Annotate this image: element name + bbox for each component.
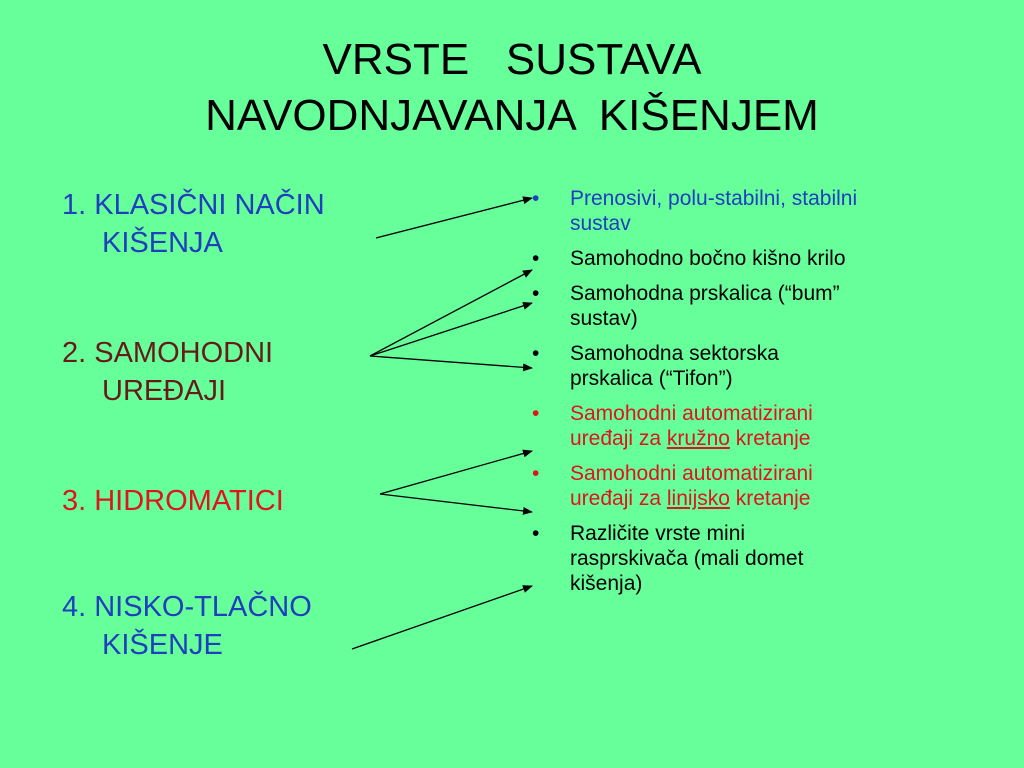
left-item-1-line-1: 1. KLASIČNI NAČIN — [62, 189, 325, 221]
left-item-1-line-2: KIŠENJA — [102, 227, 223, 259]
list-item-line: Prenosivi, polu-stabilni, stabilni — [570, 187, 858, 210]
bullet-icon: • — [532, 282, 540, 305]
bullet-icon: • — [532, 342, 540, 365]
left-item-3 — [62, 482, 422, 520]
list-item-line: Samohodna sektorska — [570, 342, 779, 365]
left-item-4 — [62, 588, 422, 664]
list-item — [532, 461, 1002, 511]
list-item-line: rasprskivača (mali domet — [570, 547, 804, 570]
list-item — [532, 281, 1002, 331]
left-item-2 — [62, 334, 422, 410]
underlined-word: kružno — [666, 427, 730, 450]
left-item-2-line-2: UREĐAJI — [102, 375, 227, 407]
list-item-line: Samohodni automatizirani — [570, 462, 813, 485]
list-item-line: sustav) — [570, 307, 638, 330]
list-item-text: kretanje — [729, 487, 811, 510]
list-item-line: kišenja) — [570, 572, 643, 595]
title-line-2: NAVODNJAVANJA KIŠENJEM — [205, 91, 819, 140]
list-item-line: Različite vrste mini — [570, 522, 746, 545]
left-item-3-line-1: 3. HIDROMATICI — [62, 485, 284, 517]
list-item — [532, 521, 1002, 596]
list-item-line — [570, 486, 1002, 511]
list-item-line: Samohodni automatizirani — [570, 402, 813, 425]
list-item-line: sustav — [570, 212, 631, 235]
list-item-text: kretanje — [729, 427, 811, 450]
list-item — [532, 186, 1002, 236]
list-item-line: prskalica (“Tifon”) — [570, 367, 733, 390]
list-item — [532, 246, 1002, 271]
left-item-4-line-2: KIŠENJE — [102, 629, 223, 661]
list-item-line: Samohodno bočno kišno krilo — [570, 247, 846, 270]
bullet-icon: • — [532, 522, 540, 545]
title-line-1: VRSTE SUSTAVA — [322, 35, 702, 84]
left-item-4-line-1: 4. NISKO-TLAČNO — [62, 591, 312, 623]
list-item — [532, 401, 1002, 451]
left-item-1 — [62, 186, 422, 262]
underlined-word: linijsko — [666, 487, 730, 510]
list-item-line — [570, 426, 1002, 451]
bullet-icon: • — [532, 402, 540, 425]
bullet-list — [532, 186, 1002, 606]
left-item-2-line-1: 2. SAMOHODNI — [62, 337, 274, 369]
bullet-icon: • — [532, 187, 540, 210]
list-item-line: Samohodna prskalica (“bum” — [570, 282, 840, 305]
list-item-text: uređaji za — [570, 427, 667, 450]
bullet-icon: • — [532, 462, 540, 485]
slide-title — [0, 32, 1024, 144]
list-item — [532, 341, 1002, 391]
list-item-text: uređaji za — [570, 487, 667, 510]
bullet-icon: • — [532, 247, 540, 270]
